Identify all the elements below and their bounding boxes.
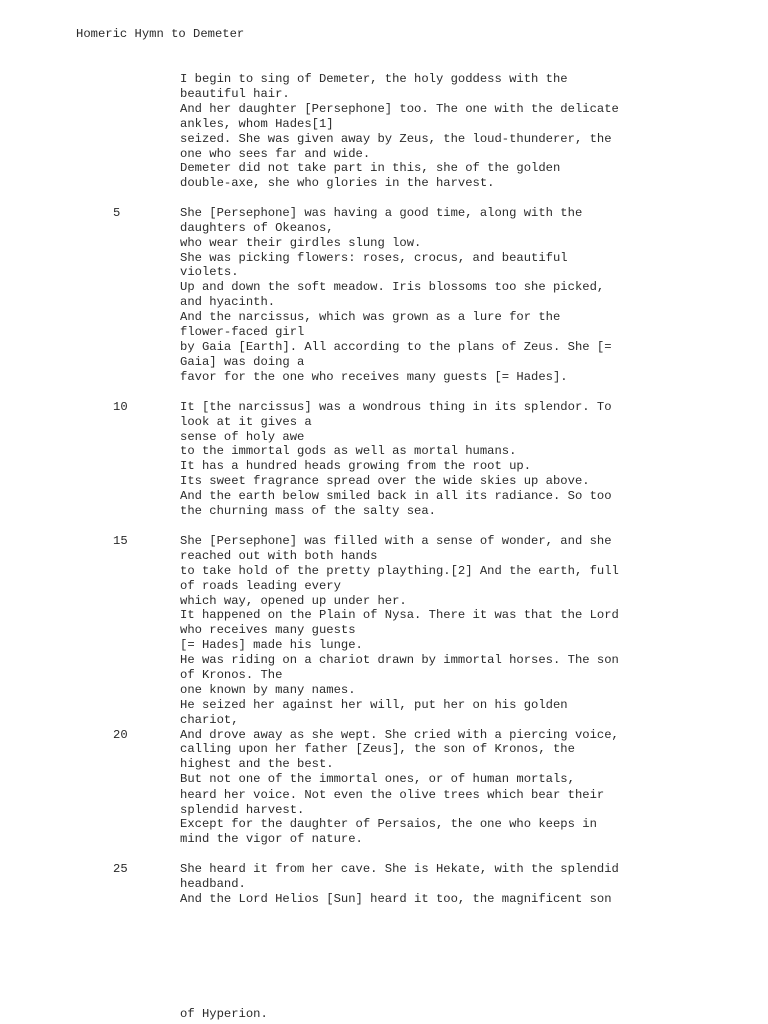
poem-line: She [Persephone] was filled with a sense of wonder, and she [180, 534, 612, 548]
poem-line: calling upon her father [Zeus], the son of Kronos, the [180, 742, 575, 756]
poem-line: of Kronos. The [180, 668, 283, 682]
poem-line: ankles, whom Hades[1] [180, 117, 334, 131]
poem-line: And drove away as she wept. She cried with a piercing voice, [180, 728, 619, 742]
poem-line: by Gaia [Earth]. All according to the plans of Zeus. She [= [180, 340, 612, 354]
poem-line: It has a hundred heads growing from the root up. [180, 459, 532, 473]
poem-line: highest and the best. [180, 757, 334, 771]
line-number: 10 [113, 400, 128, 414]
poem-line: which way, opened up under her. [180, 594, 407, 608]
poem-line: It happened on the Plain of Nysa. There it was that the Lord [180, 608, 619, 622]
poem-line: violets. [180, 265, 239, 279]
poem-line: mind the vigor of nature. [180, 832, 363, 846]
poem-line: Gaia] was doing a [180, 355, 305, 369]
poem-line: of Hyperion. [180, 1007, 268, 1021]
poem-line: headband. [180, 877, 246, 891]
poem-line: chariot, [180, 713, 239, 727]
poem-line: who receives many guests [180, 623, 356, 637]
poem-line: Up and down the soft meadow. Iris blossoms too she picked, [180, 280, 605, 294]
poem-line: [= Hades] made his lunge. [180, 638, 363, 652]
poem-line: beautiful hair. [180, 87, 290, 101]
poem-line: She heard it from her cave. She is Hekate, with the splendid [180, 862, 619, 876]
poem-line: Demeter did not take part in this, she of the golden [180, 161, 561, 175]
poem-line: It [the narcissus] was a wondrous thing in its splendor. To [180, 400, 612, 414]
poem-line: heard her voice. Not even the olive trees which bear their [180, 788, 605, 802]
poem-line: the churning mass of the salty sea. [180, 504, 436, 518]
poem-line: to the immortal gods as well as mortal humans. [180, 444, 517, 458]
poem-line: Except for the daughter of Persaios, the one who keeps in [180, 817, 597, 831]
poem-line: splendid harvest. [180, 803, 305, 817]
poem-line: He was riding on a chariot drawn by immortal horses. The son [180, 653, 619, 667]
poem-line: seized. She was given away by Zeus, the loud-thunderer, the [180, 132, 612, 146]
poem-line: And the narcissus, which was grown as a lure for the [180, 310, 561, 324]
poem-line: And the earth below smiled back in all its radiance. So too [180, 489, 612, 503]
document-title: Homeric Hymn to Demeter [76, 27, 245, 41]
poem-line: to take hold of the pretty plaything.[2] And the earth, full [180, 564, 619, 578]
poem-line: Its sweet fragrance spread over the wide skies up above. [180, 474, 590, 488]
poem-line: flower-faced girl [180, 325, 305, 339]
poem-line: She was picking flowers: roses, crocus, and beautiful [180, 251, 568, 265]
poem-line: one known by many names. [180, 683, 356, 697]
poem-line: double-axe, she who glories in the harvest. [180, 176, 495, 190]
line-number: 25 [113, 862, 128, 876]
poem-line: and hyacinth. [180, 295, 276, 309]
poem-line: look at it gives a [180, 415, 312, 429]
poem-line: daughters of Okeanos, [180, 221, 334, 235]
poem-line: She [Persephone] was having a good time, along with the [180, 206, 583, 220]
line-number: 20 [113, 728, 128, 742]
poem-line: But not one of the immortal ones, or of human mortals, [180, 772, 575, 786]
line-number: 5 [113, 206, 121, 220]
poem-line: one who sees far and wide. [180, 147, 371, 161]
poem-line: And her daughter [Persephone] too. The one with the delicate [180, 102, 619, 116]
poem-line: He seized her against her will, put her on his golden [180, 698, 568, 712]
poem-line: And the Lord Helios [Sun] heard it too, the magnificent son [180, 892, 612, 906]
poem-line: sense of holy awe [180, 430, 305, 444]
poem-line: favor for the one who receives many guests [= Hades]. [180, 370, 568, 384]
poem-line: I begin to sing of Demeter, the holy goddess with the [180, 72, 568, 86]
poem-line: of roads leading every [180, 579, 341, 593]
line-number: 15 [113, 534, 128, 548]
poem-line: who wear their girdles slung low. [180, 236, 422, 250]
poem-line: reached out with both hands [180, 549, 378, 563]
